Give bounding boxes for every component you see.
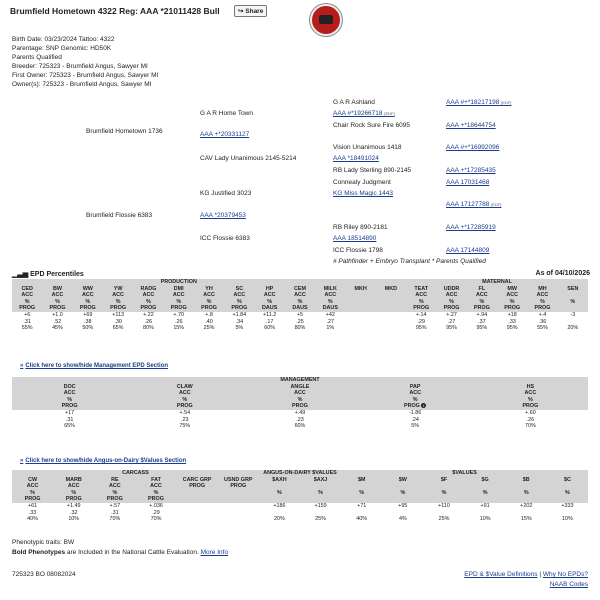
sire-reg-link[interactable]: AAA +*20331127 xyxy=(200,131,250,138)
carcass-cell: 4% xyxy=(398,516,407,523)
epd-cell: +.14 xyxy=(415,311,427,318)
share-label: Share xyxy=(245,8,264,15)
carcass-cell: +95 xyxy=(398,502,408,509)
mgmt-col-header: PAP ACC % PROG i xyxy=(358,384,473,410)
carcass-cell: 10% xyxy=(562,516,573,523)
carcass-cell: +186 xyxy=(273,502,286,509)
epd-cell: +.4 xyxy=(538,311,547,318)
epd-cell: +6 xyxy=(24,311,31,318)
epd-cell: .40 xyxy=(205,318,213,325)
carcass-col-header: $AXH % xyxy=(259,477,300,503)
epd-cell: 65% xyxy=(112,325,124,332)
dam-name: Brumfield Flossie 6383 xyxy=(86,212,153,219)
ssd-name: Chair Rock Sure Fire 6095 xyxy=(333,122,410,129)
sdd-name: RB Lady Sterling 890-2145 xyxy=(333,167,412,174)
epd-cell: -3 xyxy=(570,311,576,318)
sire-dam-name: CAV Lady Unanimous 2145-5214 xyxy=(200,155,297,162)
epd-cell: .52 xyxy=(53,318,62,325)
sire-sire-name: G A R Home Town xyxy=(200,110,253,117)
epd-col-header: YW ACC % PROG xyxy=(103,286,133,312)
aod-group: ANGUS-ON-DAIRY $VALUES xyxy=(259,470,341,477)
mgmt-col-header: CLAW ACC % PROG xyxy=(127,384,242,410)
animal-title: Brumfield Hometown 4322 Reg: AAA *21011428 Bull xyxy=(10,6,220,16)
epd-cell xyxy=(558,319,588,326)
table-row xyxy=(12,510,588,517)
epd-col-header: WW ACC % PROG xyxy=(73,286,103,312)
mgmt-col-header: HS ACC % PROG xyxy=(473,384,588,410)
epd-cell: .34 xyxy=(235,318,244,325)
epd-col-header: FL ACC % PROG xyxy=(467,286,497,312)
dds-reg-link[interactable]: AAA +*17285919 xyxy=(446,224,496,231)
epd-cell: 1% xyxy=(326,325,335,332)
mgmt-cell: 5% xyxy=(411,423,420,430)
mgmt-cell: 65% xyxy=(64,423,75,430)
epd-cell: +1.84 xyxy=(232,311,247,318)
epd-cell: .26 xyxy=(174,318,183,325)
epd-cell: 60% xyxy=(264,325,276,332)
dd-reg-link[interactable]: AAA 18514890 xyxy=(333,235,377,242)
epd-col-header: MKD xyxy=(376,286,406,312)
epd-cell: 50% xyxy=(82,325,94,332)
epd-percentiles-header: ▁▃▅ EPD Percentiles xyxy=(12,271,84,278)
carcass-cell: 10% xyxy=(479,516,491,523)
share-icon: ↪ xyxy=(238,8,244,15)
epd-cell: +.22 xyxy=(143,311,154,318)
epd-col-header: UDDR ACC % PROG xyxy=(436,286,466,312)
maternal-group: MATERNAL xyxy=(406,279,588,286)
carcass-cell: 40% xyxy=(356,516,368,523)
mgmt-cell: -1.86 xyxy=(409,409,422,416)
epd-cell: +.8 xyxy=(205,311,213,318)
carcass-cell xyxy=(300,510,341,517)
production-group: PRODUCTION xyxy=(12,279,345,286)
carcass-cell: +91 xyxy=(480,502,490,509)
epd-cell xyxy=(376,312,406,319)
table-row xyxy=(12,516,588,523)
table-row xyxy=(12,503,588,510)
dam-reg-link[interactable]: AAA *20379453 xyxy=(200,212,246,219)
carcass-cell xyxy=(218,516,259,523)
dam-dam-name: ICC Flossie 6383 xyxy=(200,235,250,242)
epd-cell: .25 xyxy=(296,318,304,325)
dsd-reg-link[interactable]: AAA 17127788 [EDF] xyxy=(446,201,502,208)
dss-name: Connealy Judgment xyxy=(333,179,391,186)
phenotype-note: Bold Phenotypes are Included in the National Cattle Evaluation. More Info xyxy=(12,549,229,556)
carcass-cell xyxy=(506,510,547,517)
carcass-cell: 40% xyxy=(27,516,38,523)
ddd-reg-link[interactable]: AAA 17144809 xyxy=(446,247,490,254)
carcass-cell xyxy=(177,516,218,523)
carcass-cell: +202 xyxy=(520,502,533,509)
sire-name: Brumfield Hometown 1736 xyxy=(86,128,163,135)
carcass-cell: 20% xyxy=(274,516,285,523)
mgmt-cell: +.54 xyxy=(179,409,191,416)
mgmt-cell: +17 xyxy=(65,409,75,416)
table-row xyxy=(12,423,588,430)
table-row xyxy=(12,325,588,332)
parents-qualified: Parents Qualified xyxy=(12,54,62,61)
carcass-cell xyxy=(177,510,218,517)
carcass-col-header: $AXJ % xyxy=(300,477,341,503)
carcass-cell xyxy=(547,510,588,517)
epd-cell: .37 xyxy=(478,318,486,325)
aod-toggle-link[interactable]: » Click here to show/hide Angus-on-Dairy $Values Section xyxy=(20,458,187,464)
epd-cell xyxy=(345,319,375,326)
epd-cell: .29 xyxy=(417,318,425,325)
mgmt-cell: .23 xyxy=(296,416,304,423)
mgmt-cell: .26 xyxy=(526,416,535,423)
epd-col-header: SEN % xyxy=(558,286,588,312)
epd-cell: +1.0 xyxy=(52,311,63,318)
carcass-cell xyxy=(177,503,218,510)
epd-table xyxy=(12,279,588,332)
mgmt-cell: .24 xyxy=(411,416,419,423)
footer-links: EPD & $Value Definitions | Why No EPDs? xyxy=(464,571,588,578)
why-no-epds-link[interactable]: Why No EPDs? xyxy=(542,571,588,578)
carcass-col-header: CARC GRP PROG xyxy=(177,477,218,503)
mgmt-cell: 70% xyxy=(524,423,536,430)
epd-col-header: MKH xyxy=(345,286,375,312)
epd-col-header: RADG ACC % PROG xyxy=(133,286,163,312)
epd-cell: 95% xyxy=(476,325,488,332)
epd-col-header: CED ACC % PROG xyxy=(12,286,42,312)
epd-cell xyxy=(345,312,375,319)
carcass-cell: +.036 xyxy=(149,502,163,509)
sss-reg-link[interactable]: AAA #+*18217198 [EDF] xyxy=(446,99,512,106)
parentage-info: Parentage: SNP Genomic: HD50K xyxy=(12,45,112,52)
epd-col-header: BW ACC % PROG xyxy=(42,286,72,312)
carcass-cell: 25% xyxy=(438,516,450,523)
epd-cell: 95% xyxy=(506,325,518,332)
phenotypic-traits: Phenotypic traits: BW xyxy=(12,539,75,546)
carcass-col-header: $B % xyxy=(506,477,547,503)
carcass-cell: +71 xyxy=(357,502,367,509)
epd-cell: 5% xyxy=(235,325,244,332)
naab-codes-link-wrap xyxy=(550,581,588,588)
epd-cell: 80% xyxy=(143,325,154,332)
carcass-cell: +110 xyxy=(438,502,450,509)
carcass-cell xyxy=(382,510,423,517)
epd-cell xyxy=(376,319,406,326)
epd-cell: 20% xyxy=(567,325,579,332)
epd-cell: 55% xyxy=(21,325,33,332)
carcass-cell: +.57 xyxy=(109,502,121,509)
epd-cell: +11.2 xyxy=(263,311,277,318)
epd-cell xyxy=(376,325,406,332)
ss-reg-link[interactable]: AAA #*19266718 [EDF] xyxy=(333,110,395,117)
epd-cell: .30 xyxy=(114,318,122,325)
epd-cell: 55% xyxy=(537,325,548,332)
carcass-cell xyxy=(465,510,506,517)
carcass-cell xyxy=(218,503,259,510)
double-chevron-icon: » xyxy=(20,458,24,464)
epd-col-header: TEAT ACC % PROG xyxy=(406,286,436,312)
bar-chart-icon: ▁▃▅ xyxy=(12,271,29,278)
epd-cell: .26 xyxy=(144,318,153,325)
carcass-cell: .31 xyxy=(111,509,119,516)
carcass-col-header: $G % xyxy=(465,477,506,503)
dss-reg-link[interactable]: AAA 17031468 xyxy=(446,179,490,186)
epd-cell: +5 xyxy=(296,311,304,318)
carcass-cell: .32 xyxy=(69,509,78,516)
table-row xyxy=(12,319,588,326)
carcass-cell: .33 xyxy=(28,509,37,516)
epd-col-header: MILK ACC % DAUS xyxy=(315,286,345,312)
carcass-cell: 10% xyxy=(68,516,80,523)
carcass-cell: 70% xyxy=(109,516,121,523)
pedigree-legend: # Pathfinder + Embryo Transplant * Parents Qualified xyxy=(333,258,486,265)
carcass-col-header: $W % xyxy=(382,477,423,503)
carcass-col-header: $F % xyxy=(423,477,464,503)
mgmt-cell: 60% xyxy=(294,423,306,430)
epd-cell: .38 xyxy=(84,318,92,325)
epd-col-header: SC ACC % PROG xyxy=(224,286,254,312)
carcass-cell xyxy=(259,510,300,517)
sdd-reg-link[interactable]: AAA +*17285435 xyxy=(446,167,496,174)
epd-cell: +42 xyxy=(325,311,335,318)
management-group: MANAGEMENT xyxy=(12,377,588,384)
more-info-link[interactable]: More Info xyxy=(200,549,229,556)
sss-name: G A R Ashland xyxy=(333,99,375,106)
as-of-date: As of 04/10/2026 xyxy=(535,270,590,277)
carcass-col-header: USND GRP PROG xyxy=(218,477,259,503)
epd-cell: +69 xyxy=(83,311,93,318)
sds-name: Vision Unanimous 1418 xyxy=(333,144,402,151)
epd-cell: +.70 xyxy=(173,311,185,318)
mgmt-cell: +.60 xyxy=(525,409,536,416)
birth-info: Birth Date: 03/23/2024 Tattoo: 4322 xyxy=(12,36,115,43)
double-chevron-icon: » xyxy=(20,363,24,369)
carcass-cell: 70% xyxy=(150,516,162,523)
carcass-col-header: MARB ACC % PROG xyxy=(53,477,94,503)
epd-cell: .31 xyxy=(23,318,31,325)
epd-cell: +.27 xyxy=(446,311,457,318)
epd-cell: .27 xyxy=(447,318,456,325)
ssd-reg-link[interactable]: AAA +*18644754 xyxy=(446,122,496,129)
carcass-col-header: RE ACC % PROG xyxy=(94,477,135,503)
mgmt-col-header: ANGLE ACC % PROG xyxy=(242,384,357,410)
epd-col-header: DMI ACC % PROG xyxy=(164,286,194,312)
epd-cell: 15% xyxy=(173,325,185,332)
carcass-cell: 25% xyxy=(315,516,326,523)
carcass-cell: +333 xyxy=(561,502,574,509)
carcass-cell: 15% xyxy=(520,516,532,523)
svalues-group: $VALUES xyxy=(341,470,588,477)
carcass-cell: +159 xyxy=(314,502,327,509)
carcass-group: CARCASS xyxy=(12,470,259,477)
epd-col-header: HP ACC % DAUS xyxy=(255,286,285,312)
mgmt-cell: 75% xyxy=(179,423,191,430)
mgmt-col-header: DOC ACC % PROG xyxy=(12,384,127,410)
carcass-col-header: $C % xyxy=(547,477,588,503)
footer-code: 725323 BO 08082024 xyxy=(12,571,76,578)
epd-definitions-link[interactable]: EPD & $Value Definitions xyxy=(464,571,538,578)
epd-cell: 80% xyxy=(294,325,306,332)
dds-name: RB Riley 890-2181 xyxy=(333,224,388,231)
epd-col-header: MH ACC % PROG xyxy=(527,286,557,312)
ddd-name: ICC Flossie 1798 xyxy=(333,247,383,254)
association-logo xyxy=(310,4,342,36)
table-row xyxy=(12,417,588,424)
carcass-cell xyxy=(341,510,382,517)
carcass-cell xyxy=(218,510,259,517)
carcass-cell: +1.49 xyxy=(66,502,81,509)
epd-cell: +18 xyxy=(507,311,517,318)
owners-info: Owner(s): 725323 - Brumfield Angus, Sawyer MI xyxy=(12,81,152,88)
epd-cell: .27 xyxy=(326,318,335,325)
management-table xyxy=(12,377,588,430)
epd-cell: 95% xyxy=(415,325,427,332)
carcass-cell: +61 xyxy=(27,502,38,509)
epd-cell: 95% xyxy=(446,325,457,332)
mgmt-cell: .31 xyxy=(65,416,74,423)
mgmt-cell: .23 xyxy=(181,416,189,423)
table-row xyxy=(12,312,588,319)
carcass-cell: .29 xyxy=(152,509,160,516)
epd-cell: 45% xyxy=(52,325,63,332)
epd-col-header: YH ACC % PROG xyxy=(194,286,224,312)
carcass-col-header: CW ACC % PROG xyxy=(12,477,53,503)
epd-cell: .33 xyxy=(508,318,516,325)
first-owner-info: First Owner: 725323 - Brumfield Angus, Sawyer MI xyxy=(12,72,159,79)
epd-col-header: CEM ACC % DAUS xyxy=(285,286,315,312)
ds-reg-link[interactable]: KG Miss Magic 1443 xyxy=(333,190,393,197)
epd-cell xyxy=(345,325,375,332)
carcass-table xyxy=(12,470,588,523)
epd-cell: +113 xyxy=(112,311,124,318)
share-button[interactable] xyxy=(234,5,267,17)
table-row xyxy=(12,410,588,417)
carcass-cell xyxy=(423,510,464,517)
naab-codes-link[interactable]: NAAB Codes xyxy=(549,581,588,588)
mgmt-cell: +.49 xyxy=(294,409,306,416)
carcass-col-header: $M % xyxy=(341,477,382,503)
dam-sire-name: KG Justified 3023 xyxy=(200,190,252,197)
carcass-col-header: FAT ACC % PROG xyxy=(135,477,176,503)
epd-cell: .36 xyxy=(538,318,547,325)
sds-reg-link[interactable]: AAA #+*16992096 xyxy=(446,144,500,151)
mgmt-toggle-link[interactable]: » Click here to show/hide Management EPD Section xyxy=(20,363,169,369)
breeder-info: Breeder: 725323 - Brumfield Angus, Sawyer MI xyxy=(12,63,148,70)
epd-cell: .17 xyxy=(265,318,274,325)
info-icon: i xyxy=(423,403,425,409)
epd-cell: +.94 xyxy=(476,311,488,318)
sd-reg-link[interactable]: AAA *18491024 xyxy=(333,155,379,162)
epd-col-header: MW ACC % PROG xyxy=(497,286,527,312)
epd-cell: 25% xyxy=(203,325,215,332)
